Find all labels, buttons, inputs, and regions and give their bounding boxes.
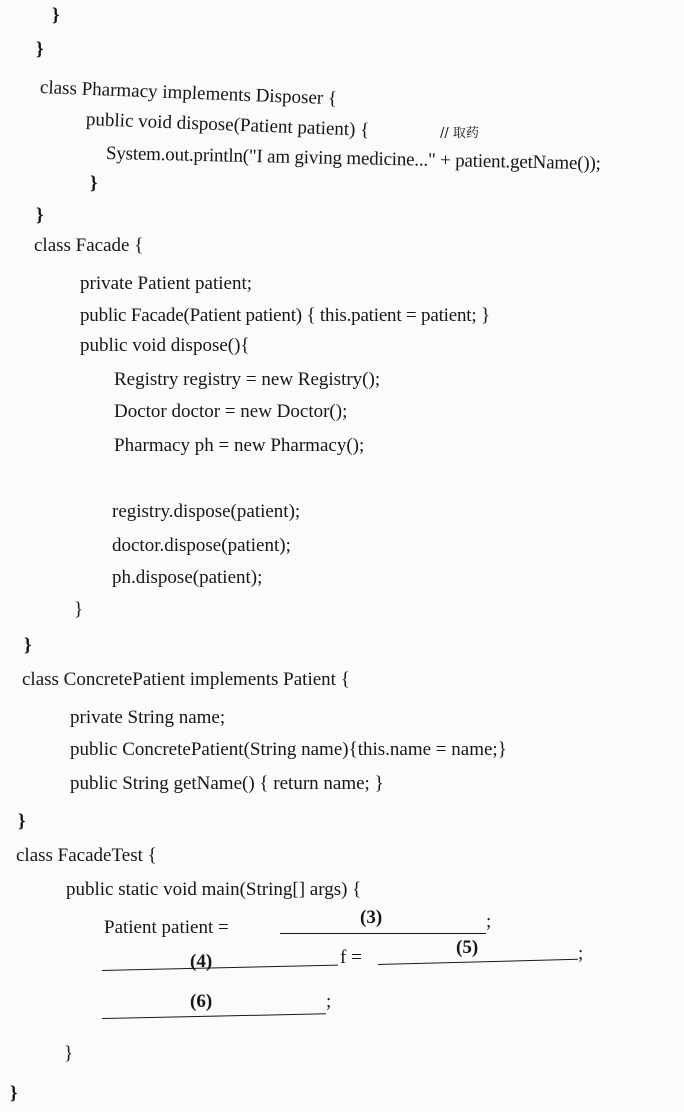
code-line-12: Registry registry = new Registry(); bbox=[114, 369, 381, 390]
class-pharmacy-declaration: class Pharmacy implements Disposer { bbox=[39, 77, 338, 110]
code-line-1: } bbox=[52, 5, 60, 26]
code-line-14: Pharmacy ph = new Pharmacy(); bbox=[114, 435, 365, 456]
code-line-25: class FacadeTest { bbox=[16, 845, 157, 866]
code-comment: // 取药 bbox=[440, 126, 479, 141]
code-line-31: } bbox=[64, 1043, 74, 1064]
code-line-24: } bbox=[18, 811, 26, 832]
code-line-4: public void dispose(Patient patient) { bbox=[85, 109, 370, 141]
f-assignment: f = bbox=[340, 947, 362, 968]
code-line-6: } bbox=[90, 173, 98, 194]
answer-blank-3[interactable] bbox=[280, 933, 486, 934]
code-line-19: } bbox=[24, 635, 32, 656]
code-line-27: Patient patient = bbox=[104, 917, 229, 938]
code-line-26: public static void main(String[] args) { bbox=[66, 879, 362, 900]
semicolon-5: ; bbox=[578, 943, 584, 964]
code-line-7: } bbox=[36, 205, 44, 226]
blank-4-label: (4) bbox=[190, 951, 213, 972]
code-line-32: } bbox=[10, 1083, 18, 1104]
semicolon-3: ; bbox=[486, 911, 492, 932]
code-line-13: Doctor doctor = new Doctor(); bbox=[114, 401, 348, 422]
code-line-16: doctor.dispose(patient); bbox=[112, 535, 291, 556]
code-line-9: private Patient patient; bbox=[80, 273, 253, 294]
code-line-11: public void dispose(){ bbox=[80, 335, 250, 356]
code-line-15: registry.dispose(patient); bbox=[112, 501, 301, 522]
answer-blank-4[interactable] bbox=[102, 965, 338, 971]
blank-5-label: (5) bbox=[456, 937, 479, 958]
answer-blank-6[interactable] bbox=[102, 1013, 326, 1019]
code-line-17: ph.dispose(patient); bbox=[112, 567, 263, 588]
code-line-2: } bbox=[36, 39, 44, 60]
code-line-20: class ConcretePatient implements Patient { bbox=[22, 669, 350, 690]
code-line-22: public ConcretePatient(String name){this.name = name;} bbox=[70, 739, 507, 760]
code-line-10: public Facade(Patient patient) { this.patient = patient; } bbox=[80, 305, 490, 326]
code-line-3 bbox=[40, 76, 338, 111]
code-line-21: private String name; bbox=[70, 707, 226, 728]
code-line-18: } bbox=[74, 599, 84, 620]
code-line-8: class Facade { bbox=[34, 235, 144, 256]
blank-6-label: (6) bbox=[190, 991, 213, 1012]
blank-3-label: (3) bbox=[360, 907, 383, 928]
semicolon-6: ; bbox=[326, 991, 332, 1012]
code-line-23: public String getName() { return name; } bbox=[70, 773, 384, 794]
code-line-5: System.out.println("I am giving medicine..." + patient.getName()); bbox=[105, 143, 601, 175]
